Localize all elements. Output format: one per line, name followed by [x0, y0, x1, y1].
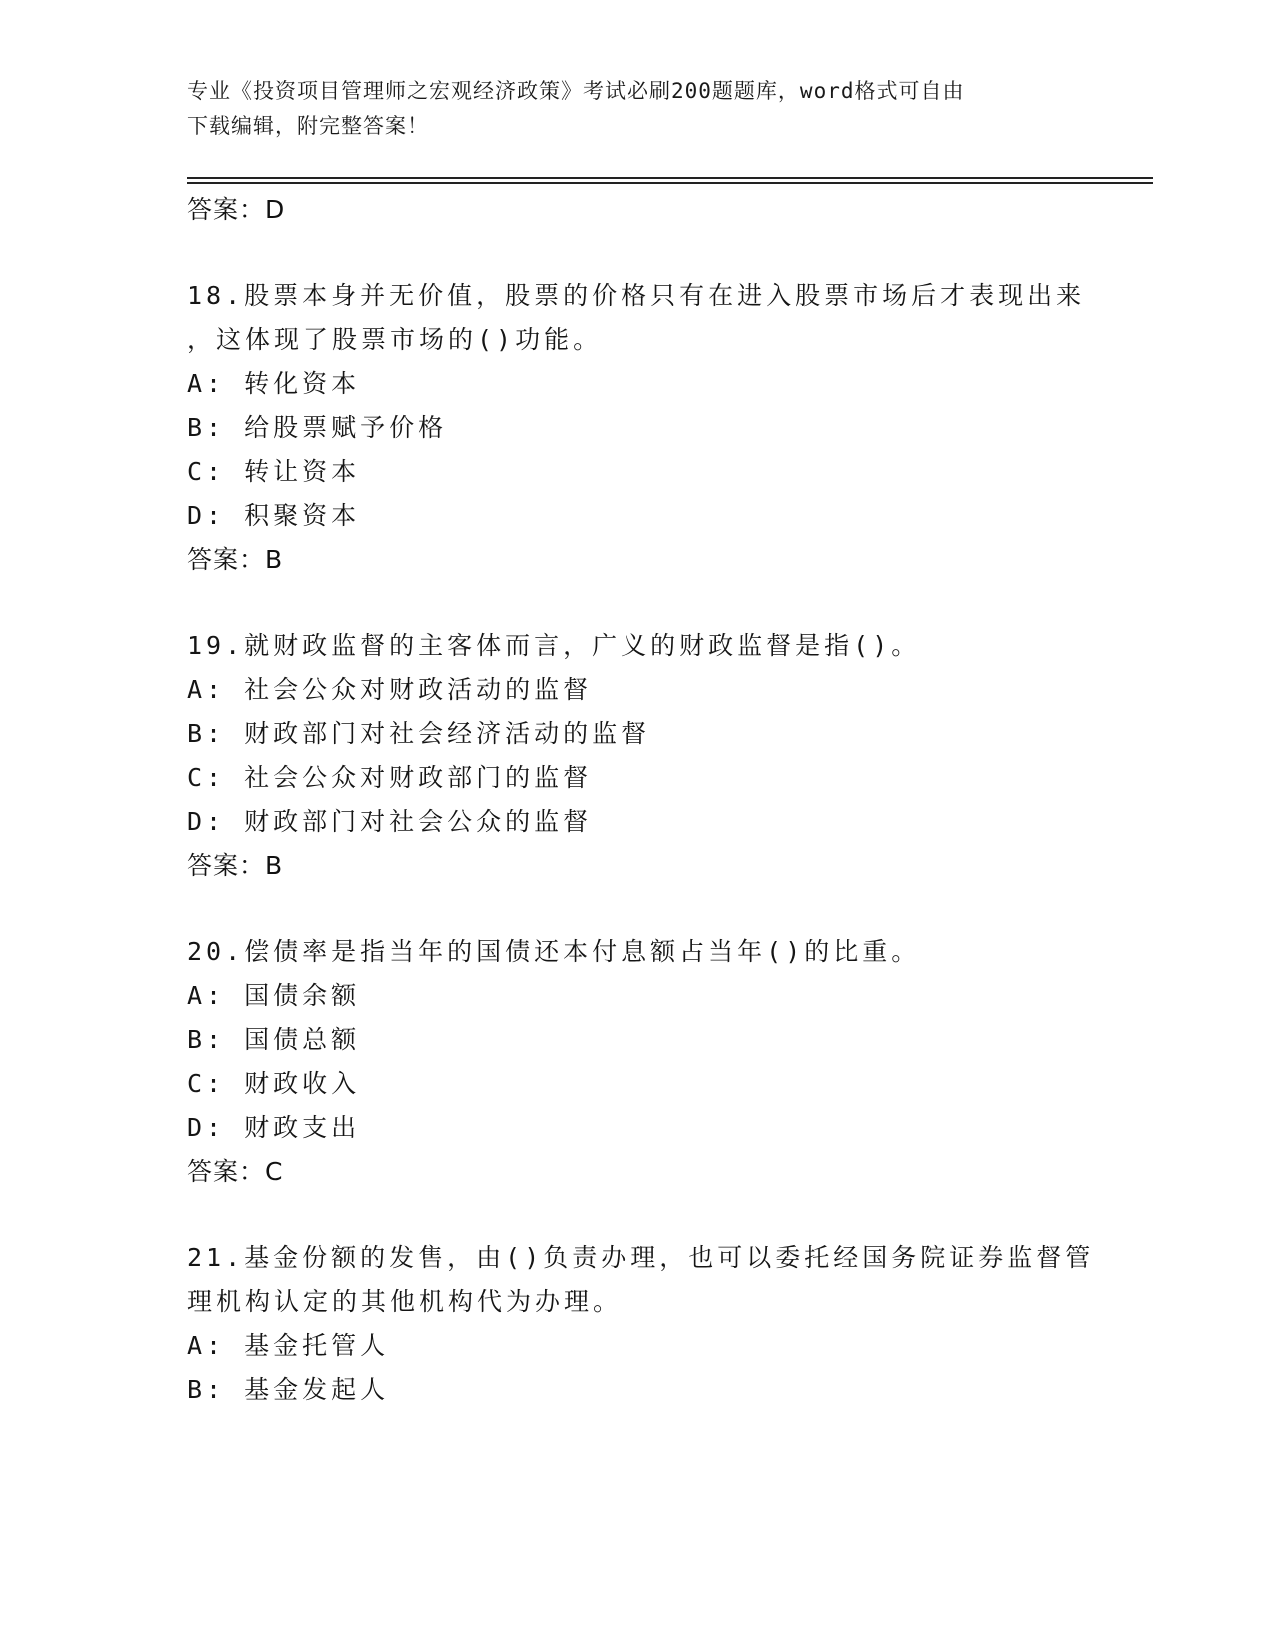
question-20-option-d: D: 财政支出 [187, 1113, 361, 1142]
question-21-stem-line-1: 21.基金份额的发售，由()负责办理，也可以委托经国务院证券监督管 [187, 1243, 1095, 1272]
question-20-option-c: C: 财政收入 [187, 1069, 361, 1098]
question-18-answer: 答案：B [187, 545, 284, 574]
question-18-stem-line-2: ，这体现了股票市场的()功能。 [187, 325, 603, 354]
question-18-option-d: D: 积聚资本 [187, 501, 361, 530]
header-divider-top [187, 177, 1153, 179]
question-19-answer: 答案：B [187, 851, 284, 880]
question-21-stem-line-2: 理机构认定的其他机构代为办理。 [187, 1287, 623, 1316]
question-18-option-c: C: 转让资本 [187, 457, 361, 486]
question-19-stem-line-1: 19.就财政监督的主客体而言，广义的财政监督是指()。 [187, 631, 921, 660]
question-20-option-a: A: 国债余额 [187, 981, 361, 1010]
header-line-1: 专业《投资项目管理师之宏观经济政策》考试必刷200题题库，word格式可自由 [187, 79, 965, 103]
question-21-option-b: B: 基金发起人 [187, 1375, 390, 1404]
question-20-stem-line-1: 20.偿债率是指当年的国债还本付息额占当年()的比重。 [187, 937, 921, 966]
document-header [187, 74, 1067, 144]
question-18-option-b: B: 给股票赋予价格 [187, 413, 448, 442]
header-line-2: 下载编辑，附完整答案！ [187, 114, 429, 138]
question-19-option-c: C: 社会公众对财政部门的监督 [187, 763, 593, 792]
question-19-option-a: A: 社会公众对财政活动的监督 [187, 675, 593, 704]
header-divider-bottom [187, 182, 1153, 184]
question-20-option-b: B: 国债总额 [187, 1025, 361, 1054]
question-20-answer: 答案：C [187, 1157, 284, 1186]
question-18-option-a: A: 转化资本 [187, 369, 361, 398]
answer-17: 答案：D [187, 195, 286, 224]
question-19-option-b: B: 财政部门对社会经济活动的监督 [187, 719, 651, 748]
question-18-stem-line-1: 18.股票本身并无价值，股票的价格只有在进入股票市场后才表现出来 [187, 281, 1086, 310]
question-19-option-d: D: 财政部门对社会公众的监督 [187, 807, 593, 836]
question-21-option-a: A: 基金托管人 [187, 1331, 390, 1360]
